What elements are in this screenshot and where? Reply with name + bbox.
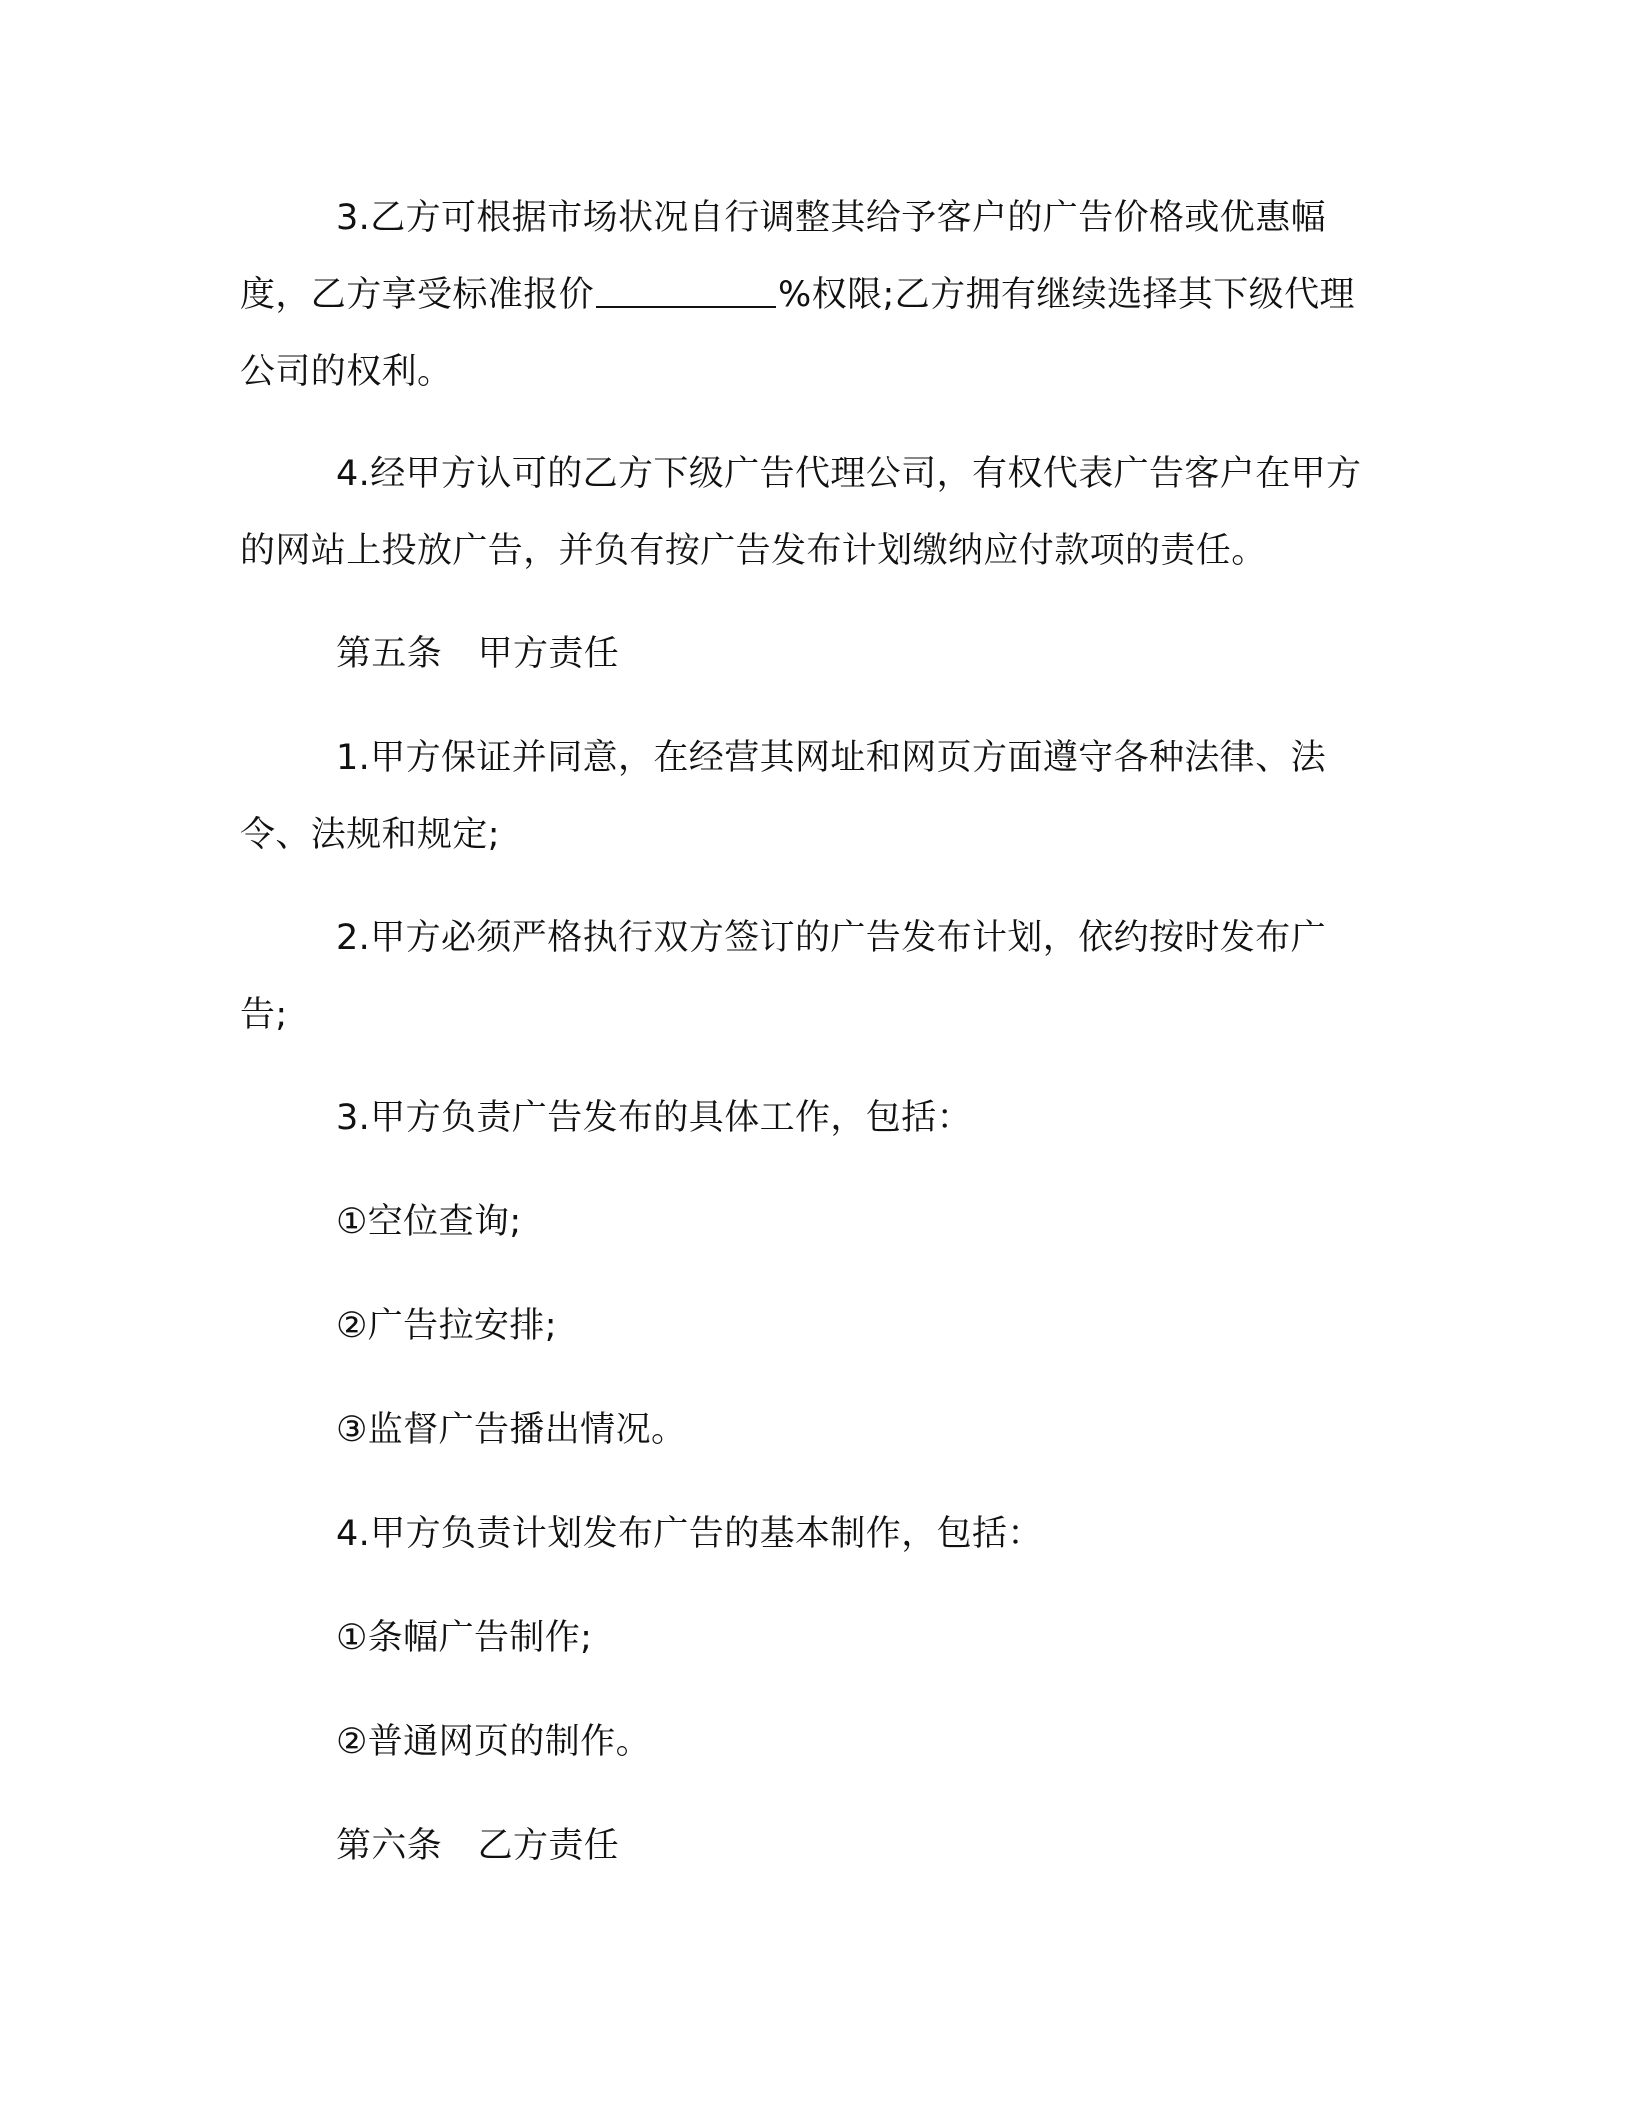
list-item-webpage-production: ②普通网页的制作。 bbox=[336, 1722, 651, 1762]
article-five-heading: 第五条 甲方责任 bbox=[336, 634, 620, 674]
paragraph-text: 3.乙方可根据市场状况自行调整其给予客户的广告价格或优惠幅度，乙方享受标准报价 bbox=[240, 198, 1326, 315]
paragraph-party-a-execute-plan: 2.甲方必须严格执行双方签订的广告发布计划，依约按时发布广告; bbox=[240, 918, 1326, 1035]
fill-in-blank bbox=[596, 276, 776, 308]
article-six-heading: 第六条 乙方责任 bbox=[336, 1826, 620, 1866]
paragraph-party-a-compliance: 1.甲方保证并同意，在经营其网址和网页方面遵守各种法律、法令、法规和规定; bbox=[240, 738, 1326, 855]
paragraph-text-after-blank: %权限;乙方拥有继续选择其下级代理公司的权利。 bbox=[240, 275, 1355, 392]
list-item-supervise-broadcast: ③监督广告播出情况。 bbox=[336, 1410, 687, 1450]
list-item-banner-production: ①条幅广告制作; bbox=[336, 1618, 593, 1658]
paragraph-party-a-basic-production: 4.甲方负责计划发布广告的基本制作，包括： bbox=[336, 1514, 1043, 1554]
paragraph-sub-agent-rights: 4.经甲方认可的乙方下级广告代理公司，有权代表广告客户在甲方的网站上投放广告，并负有按广告发布计划缴纳应付款项的责任。 bbox=[240, 454, 1362, 571]
list-item-ad-arrangement: ②广告拉安排; bbox=[336, 1306, 557, 1346]
paragraph-ad-price-adjustment bbox=[240, 180, 1370, 411]
list-item-vacancy-query: ①空位查询; bbox=[336, 1202, 522, 1242]
paragraph-party-a-publishing-work: 3.甲方负责广告发布的具体工作，包括： bbox=[336, 1098, 972, 1138]
